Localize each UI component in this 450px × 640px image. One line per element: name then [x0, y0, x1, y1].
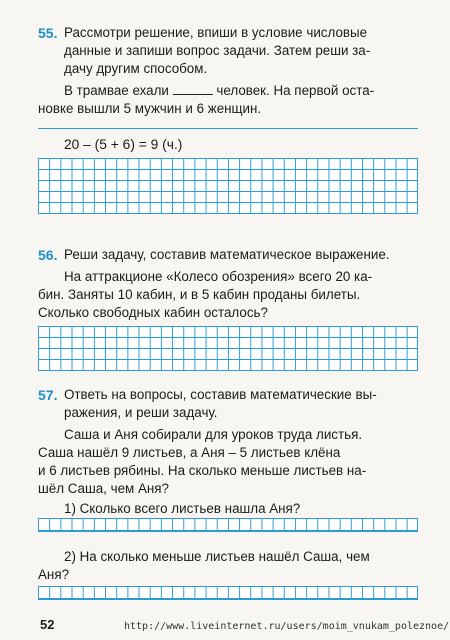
task-instruction-line: данные и запиши вопрос задачи. Затем реши за- — [64, 43, 371, 58]
task-instruction-line: ражения, и реши задачу. — [64, 405, 218, 420]
task-text-line: Саша и Аня собирали для уроков труда листья. — [64, 427, 363, 442]
condition-start: В трамвае ехали — [64, 83, 169, 98]
task-text-line: На аттракционе «Колесо обозрения» всего 20 ка- — [64, 269, 373, 284]
page-number: 52 — [40, 617, 55, 632]
question-2-continued: Аня? — [38, 567, 70, 582]
question-2: 2) На сколько меньше листьев нашёл Саша, чем — [64, 549, 370, 564]
task-text-line: бин. Заняты 10 кабин, и в 5 кабин проданы билеты. — [38, 287, 361, 302]
answer-blank[interactable] — [173, 82, 213, 95]
task-instruction-line: Ответь на вопросы, составив математические вы- — [64, 387, 377, 402]
task-number: 55. — [38, 25, 58, 41]
task-text-line: и 6 листьев рябины. На сколько меньше листьев на- — [38, 463, 367, 478]
task-number: 57. — [38, 387, 58, 403]
source-url[interactable]: http://www.liveinternet.ru/users/moim_vnukam_poleznoe/ — [124, 621, 450, 632]
task-text-line: Сколько свободных кабин осталось? — [38, 305, 268, 320]
task-instruction-line: дачу другим способом. — [64, 61, 208, 76]
condition-end: человек. На первой оста- — [216, 83, 375, 98]
answer-grid[interactable] — [38, 158, 418, 214]
task-instruction-line: Реши задачу, составив математическое выражение. — [64, 247, 390, 262]
condition-line — [64, 82, 374, 100]
solution-expression: 20 – (5 + 6) = 9 (ч.) — [64, 137, 183, 152]
condition-line: новке вышли 5 мужчин и 6 женщин. — [38, 101, 262, 116]
answer-grid[interactable] — [38, 326, 418, 371]
task-text-line: Саша нашёл 9 листьев, а Аня – 5 листьев клёна — [38, 445, 341, 460]
answer-grid-q2[interactable] — [38, 586, 418, 600]
answer-line[interactable] — [38, 128, 418, 129]
task-text-line: шёл Саша, чем Аня? — [38, 481, 169, 496]
question-1: 1) Сколько всего листьев нашла Аня? — [64, 501, 301, 516]
task-number: 56. — [38, 247, 58, 263]
answer-grid-q1[interactable] — [38, 518, 418, 532]
task-instruction-line: Рассмотри решение, впиши в условие числовые — [64, 25, 368, 40]
